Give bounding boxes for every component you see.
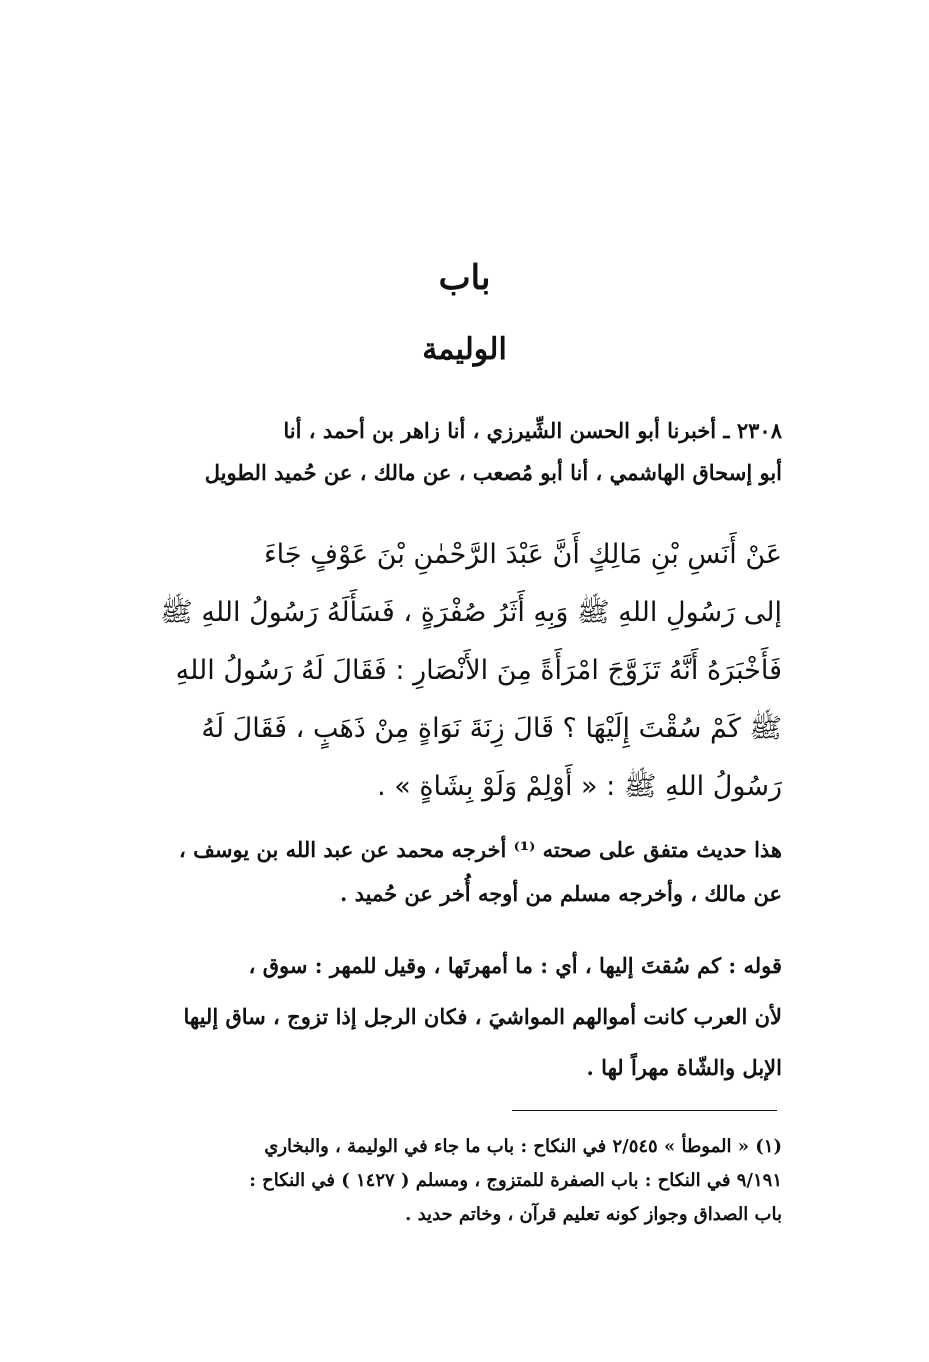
footnote-line: ٩/١٩١ في النكاح : باب الصفرة للمتزوج ، ومسلم ( ١٤٢٧ ) في النكاح : <box>249 1170 782 1191</box>
matn-line: عَنْ أَنَسِ بْنِ مَالِكٍ أَنَّ عَبْدَ الرَّحْمٰنِ بْنَ عَوْفٍ جَاءَ <box>263 539 782 570</box>
matn-line: رَسُولُ اللهِ ﷺ : « أَوْلِمْ وَلَوْ بِشَاةٍ » . <box>377 771 782 802</box>
footnote-line: (١) « الموطأ » ٢/٥٤٥ في النكاح : باب ما جاء في الوليمة ، والبخاري <box>264 1136 782 1157</box>
chapter-title: الوليمة <box>422 332 507 367</box>
takhrij-paragraph <box>120 828 782 916</box>
matn-line: فَأَخْبَرَهُ أَنَّهُ تَزَوَّجَ امْرَأَةً مِنَ الأَنْصَارِ : فَقَالَ لَهُ رَسُولُ اللهِ <box>175 655 782 686</box>
commentary-line: لأن العرب كانت أموالهم المواشيَ ، فكان الرجل إذا تزوج ، ساق إليها <box>183 1004 782 1029</box>
footnote <box>120 1130 782 1232</box>
matn-line: ﷺ كَمْ سُقْتَ إِلَيْهَا ؟ قَالَ زِنَةَ نَوَاةٍ مِنْ ذَهَبٍ ، فَقَالَ لَهُ <box>201 713 782 744</box>
footnote-line: باب الصداق وجواز كونه تعليم قرآن ، وخاتم حديد . <box>405 1204 782 1225</box>
hadith-matn <box>120 526 782 816</box>
matn-line: إلى رَسُولِ اللهِ ﷺ وَبِهِ أَثَرُ صُفْرَةٍ ، فَسَأَلَهُ رَسُولُ اللهِ ﷺ <box>160 597 782 628</box>
isnad-line: أبو إسحاق الهاشمي ، أنا أبو مُصعب ، عن مالك ، عن حُميد الطويل <box>204 460 782 485</box>
takhrij-line: هذا حديث متفق على صحته ⁽¹⁾ أخرجه محمد عن عبد الله بن يوسف ، <box>179 837 782 862</box>
takhrij-line: عن مالك ، وأخرجه مسلم من أوجه أُخر عن حُميد . <box>339 881 782 906</box>
commentary-line: الإبل والشّاة مهراً لها . <box>586 1055 782 1080</box>
footnote-divider <box>512 1110 777 1111</box>
isnad-line: ٢٣٠٨ ـ أخبرنا أبو الحسن الشِّيرزي ، أنا زاهر بن أحمد ، أنا <box>283 418 782 443</box>
commentary-paragraph <box>120 940 782 1093</box>
commentary-line: قوله : كم سُقتَ إليها ، أي : ما أمهرتَها ، وقيل للمهر : سوق ، <box>248 953 782 978</box>
chapter-label: باب <box>438 258 491 298</box>
hadith-isnad <box>120 410 782 494</box>
